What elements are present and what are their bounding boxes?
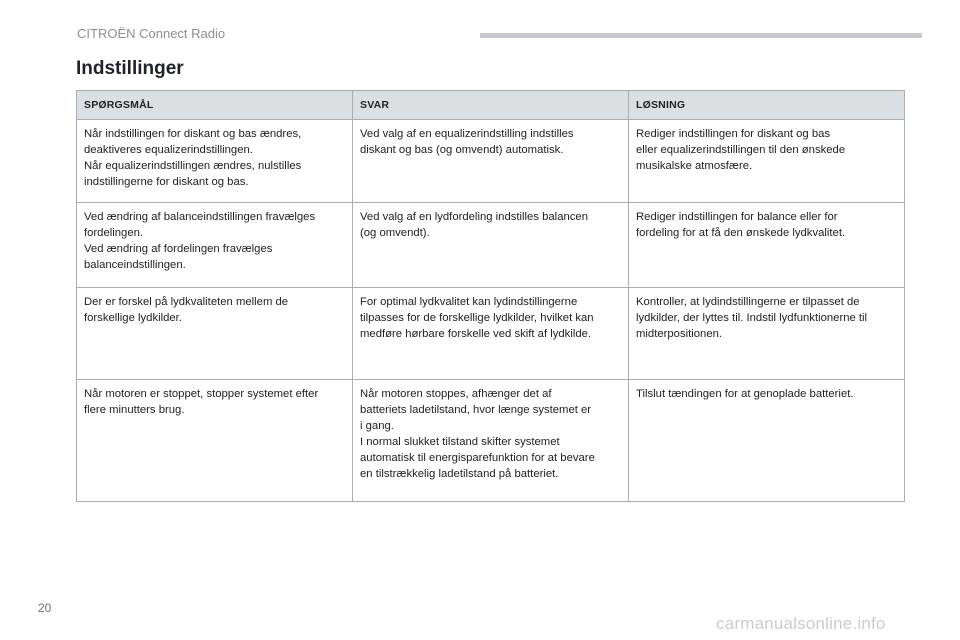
cell-line: flere minutters brug.	[84, 404, 185, 416]
column-header-answer: SVAR	[353, 91, 629, 120]
answer-cell	[353, 380, 629, 502]
cell-line: I normal slukket tilstand skifter systemet	[360, 436, 560, 448]
cell-line: lydkilder, der lyttes til. Indstil lydfunktionerne til	[636, 312, 868, 324]
cell-line: forskellige lydkilder.	[84, 312, 182, 324]
cell-line: automatisk til energisparefunktion for at bevare	[360, 452, 595, 464]
table-row	[77, 203, 905, 288]
table-row	[77, 120, 905, 203]
cell-line: deaktiveres equalizerindstillingen.	[84, 144, 253, 156]
page-number: 20	[38, 601, 52, 615]
solution-cell	[629, 203, 905, 288]
cell-line: (og omvendt).	[360, 227, 430, 239]
answer-cell	[353, 203, 629, 288]
cell-line: musikalske atmosfære.	[636, 160, 753, 172]
answer-cell	[353, 120, 629, 203]
cell-line: Rediger indstillingen for balance eller for	[636, 211, 838, 223]
cell-line: fordelingen.	[84, 227, 144, 239]
watermark: carmanualsonline.info	[716, 614, 886, 633]
cell-line: Når motoren stoppes, afhænger det af	[360, 388, 552, 400]
cell-line: Rediger indstillingen for diskant og bas	[636, 128, 831, 140]
cell-line: Ved valg af en equalizerindstilling indstilles	[360, 128, 574, 140]
cell-line: Ved ændring af fordelingen fravælges	[84, 243, 273, 255]
cell-line: For optimal lydkvalitet kan lydindstillingerne	[360, 296, 578, 308]
cell-line: Når indstillingen for diskant og bas ændres,	[84, 128, 302, 140]
cell-line: Ved valg af en lydfordeling indstilles balancen	[360, 211, 588, 223]
cell-line: Tilslut tændingen for at genoplade batteriet.	[636, 388, 854, 400]
question-cell	[77, 203, 353, 288]
cell-line: midterpositionen.	[636, 328, 723, 340]
solution-cell	[629, 120, 905, 203]
cell-line: en tilstrækkelig ladetilstand på batteriet.	[360, 468, 559, 480]
question-cell	[77, 120, 353, 203]
cell-line: i gang.	[360, 420, 394, 432]
solution-cell	[629, 288, 905, 380]
column-header-solution: LØSNING	[629, 91, 905, 120]
table-row	[77, 380, 905, 502]
table-header-row	[77, 91, 905, 120]
cell-line: eller equalizerindstillingen til den ønskede	[636, 144, 846, 156]
cell-line: Når motoren er stoppet, stopper systemet efter	[84, 388, 319, 400]
solution-cell	[629, 380, 905, 502]
column-header-question: SPØRGSMÅL	[77, 91, 353, 120]
cell-line: Kontroller, at lydindstillingerne er tilpasset de	[636, 296, 860, 308]
page-title: Indstillinger	[76, 58, 184, 79]
cell-line: batteriets ladetilstand, hvor længe systemet er	[360, 404, 592, 416]
cell-line: medføre hørbare forskelle ved skift af lydkilde.	[360, 328, 592, 340]
cell-line: Der er forskel på lydkvaliteten mellem de	[84, 296, 289, 308]
cell-line: balanceindstillingen.	[84, 259, 186, 271]
cell-line: tilpasses for de forskellige lydkilder, hvilket kan	[360, 312, 594, 324]
header-rule	[480, 33, 922, 38]
cell-line: indstillingerne for diskant og bas.	[84, 176, 249, 188]
question-cell	[77, 380, 353, 502]
cell-line: diskant og bas (og omvendt) automatisk.	[360, 144, 564, 156]
cell-line: Når equalizerindstillingen ændres, nulstilles	[84, 160, 302, 172]
running-header-title: CITROËN Connect Radio	[77, 26, 226, 41]
cell-line: Ved ændring af balanceindstillingen fravælges	[84, 211, 316, 223]
cell-line: fordeling for at få den ønskede lydkvalitet.	[636, 227, 846, 239]
question-cell	[77, 288, 353, 380]
table-row	[77, 288, 905, 380]
troubleshooting-table	[76, 90, 905, 502]
answer-cell	[353, 288, 629, 380]
